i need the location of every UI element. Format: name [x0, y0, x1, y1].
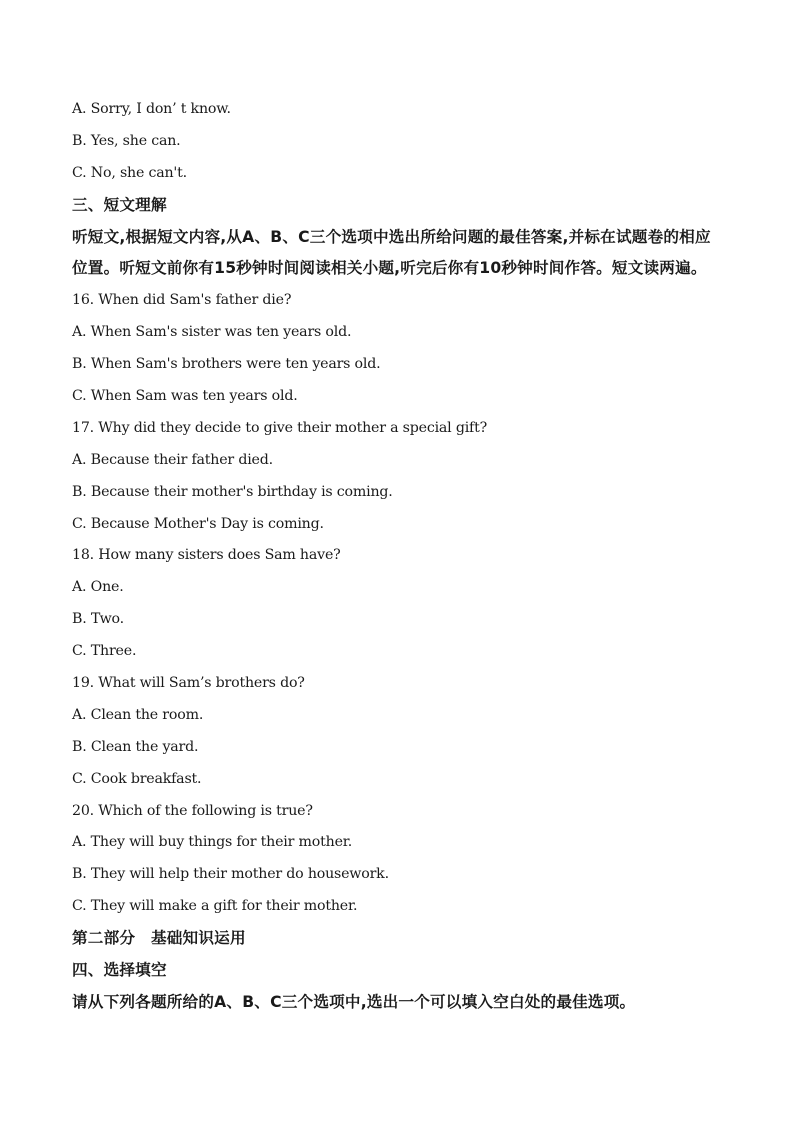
- option-line: C. Three.: [72, 643, 137, 660]
- option-line: B. Clean the yard.: [72, 738, 199, 755]
- option-line: A. When Sam's sister was ten years old.: [72, 324, 352, 341]
- section-heading: 三、短文理解: [72, 195, 167, 214]
- option-line: B. They will help their mother do housework.: [72, 866, 389, 883]
- option-line: B. Yes, she can.: [72, 132, 181, 149]
- option-line: C. When Sam was ten years old.: [72, 388, 298, 405]
- section-instructions: 听短文,根据短文内容,从A、B、C三个选项中选出所给问题的最佳答案,并标在试题卷的相应: [72, 227, 711, 246]
- option-line: C. No, she can't.: [72, 164, 187, 181]
- option-line: B. When Sam's brothers were ten years old.: [72, 356, 381, 373]
- question-line: 20. Which of the following is true?: [72, 802, 313, 819]
- option-line: A. One.: [72, 579, 124, 596]
- section-instructions: 位置。听短文前你有15秒钟时间阅读相关小题,听完后你有10秒钟时间作答。短文读两遍。: [72, 259, 707, 278]
- question-line: 17. Why did they decide to give their mother a special gift?: [72, 419, 488, 436]
- option-line: B. Because their mother's birthday is coming.: [72, 483, 393, 500]
- option-line: C. They will make a gift for their mother.: [72, 898, 358, 915]
- option-line: A. They will buy things for their mother.: [72, 834, 353, 851]
- question-line: 18. How many sisters does Sam have?: [72, 547, 341, 564]
- option-line: C. Because Mother's Day is coming.: [72, 515, 324, 532]
- section-instructions: 请从下列各题所给的A、B、C三个选项中,选出一个可以填入空白处的最佳选项。: [72, 992, 636, 1011]
- section-heading: 四、选择填空: [72, 961, 167, 980]
- part-heading: 第二部分 基础知识运用: [72, 929, 246, 948]
- document-page: [72, 94, 732, 1019]
- option-line: A. Because their father died.: [72, 451, 273, 468]
- question-line: 16. When did Sam's father die?: [72, 292, 292, 309]
- option-line: A. Clean the room.: [72, 706, 204, 723]
- option-line: A. Sorry, I don’ t know.: [72, 101, 231, 117]
- option-line: B. Two.: [72, 611, 124, 628]
- option-line: C. Cook breakfast.: [72, 770, 202, 787]
- question-line: 19. What will Sam’s brothers do?: [72, 675, 305, 692]
